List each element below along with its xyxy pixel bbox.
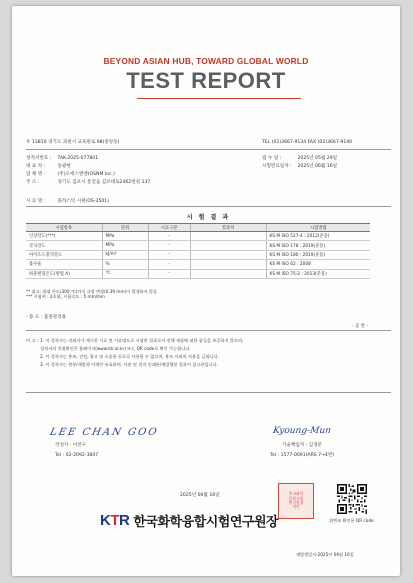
writer-name: 작성자 : 이찬구 xyxy=(55,443,87,448)
approver-tel: Tel : 1577-0091(ARS 7→4번) xyxy=(270,453,335,458)
remark-item: 1. 이 성적서는 의뢰자가 제시한 시료 및 시료명으로 시험한 결과로서 전체 제품에 대한 품질을 보증하지 않으며, xyxy=(40,338,244,343)
divider xyxy=(26,392,391,393)
test-method: KS M ISO 62 : 2008 xyxy=(266,260,370,269)
qr-label: 위변조 확인용 QR code xyxy=(329,518,374,523)
column-header: 단위 xyxy=(102,224,148,232)
divider xyxy=(26,330,391,331)
test-item: 흡수율 xyxy=(26,260,102,269)
note-line: ** 참고: 최대 온도(300 ℃)까지 규정 변형(0.39 mm)이 발생하지 않음 xyxy=(26,289,158,294)
company-address-label: 주 소 : xyxy=(26,180,40,185)
representative-row xyxy=(26,163,71,169)
seal-text: 직인 xyxy=(292,504,300,510)
result-value xyxy=(190,260,266,269)
unit: MPa xyxy=(102,232,148,241)
official-seal xyxy=(278,483,314,519)
remarks-list xyxy=(40,337,243,369)
remark-item: 2. 이 성적서는 홍보, 선전, 광고 및 소송용 등으로 사용될 수 없으며, 용도 이외의 사용을 금합니다. xyxy=(40,354,219,359)
report-title: TEST REPORT xyxy=(126,68,286,93)
note-line: *** 시험편 : 2호형, 시험속도 : 5 mm/min xyxy=(26,294,105,300)
company-label: 업 체 명 : xyxy=(26,172,46,177)
results-table xyxy=(26,223,370,279)
writer-signature: LEE CHAN GOO xyxy=(48,427,160,438)
received-label: 접 수 일 : xyxy=(262,156,282,161)
tagline: BEYOND ASIAN HUB, TOWARD GLOBAL WORLD xyxy=(103,56,309,66)
completed-row xyxy=(262,163,337,169)
qr-code-icon[interactable] xyxy=(337,484,367,514)
result-value xyxy=(190,250,266,259)
report-number-label: 성적서번호 : xyxy=(26,156,52,161)
approver-signature: Kyoung-Mun xyxy=(272,426,332,436)
column-header: 시험방법 xyxy=(266,224,370,232)
table-row xyxy=(26,260,370,269)
column-header: 시료구분 xyxy=(148,224,190,232)
test-item: 아이조드충격강도 xyxy=(26,250,102,259)
test-item: 하중변형온도(방법 A) xyxy=(26,269,102,278)
company-row xyxy=(26,171,115,177)
remark-item: 3. 이 성적서는 원본/재발행 이력만 유효하며, 사본 및 전자 인쇄본/재발행본 결과서 참고용입니다. xyxy=(40,362,218,367)
results-heading: 시 험 결 과 xyxy=(186,214,231,221)
sample-class: - xyxy=(148,260,190,269)
divider xyxy=(26,206,391,207)
test-method: KS M ISO 178 : 2019(준용) xyxy=(266,241,370,250)
ktr-logo xyxy=(100,512,278,528)
reissue-date: 재발행일자:2025년 06월 16일 xyxy=(296,552,354,557)
table-row xyxy=(26,241,370,250)
completed-label: 시험완료일자 : xyxy=(262,164,292,169)
usage-line: - 용 도 : 품질관리용 xyxy=(26,315,67,320)
ktr-logo-mark: KTR xyxy=(100,511,130,529)
representative: 송광현 xyxy=(57,164,71,169)
seal-text: 연구원장 xyxy=(288,500,304,505)
table-header-row xyxy=(26,224,370,232)
blank-mark: - 공 란 - xyxy=(352,324,368,329)
table-row xyxy=(26,250,370,259)
result-value xyxy=(190,232,266,241)
remarks-label: 비 고 : xyxy=(26,338,39,343)
column-header: 시험항목 xyxy=(26,224,102,232)
column-header: 결과치 xyxy=(190,224,266,232)
representative-label: 대 표 자 : xyxy=(26,164,46,169)
report-number: TAK-2025-077801 xyxy=(57,156,99,161)
writer-tel: Tel : 02-2092-3847 xyxy=(55,453,99,458)
result-value xyxy=(190,269,266,278)
institute-address: 우 13810 경기도 과천시 교육원로 98(중앙동) xyxy=(26,140,120,145)
completed-date: 2025년 06월 16일 xyxy=(297,164,338,169)
test-method: KS M ISO 75-2 : 2013(준용) xyxy=(266,269,370,278)
sample-class: - xyxy=(148,250,190,259)
sample-class: - xyxy=(148,241,190,250)
title-underline xyxy=(137,98,301,99)
remark-item: 성적서의 진위확인은 홈페이지(www.ktr.or.kr) 또는 QR code로 확인 가능합니다. xyxy=(40,346,191,351)
test-method: KS M ISO 527-4 : 2012(준용) xyxy=(266,232,370,241)
sample-name: 플라스틱 시편(OS-2501) xyxy=(57,199,110,204)
received-row xyxy=(262,155,337,161)
issue-date: 2025년 06월 16일 xyxy=(180,493,220,498)
table-row xyxy=(26,269,370,278)
test-item: 굴곡강도 xyxy=(26,241,102,250)
seal-text: 융합시험 xyxy=(288,495,304,501)
received-date: 2025년 05월 29일 xyxy=(297,156,338,161)
test-item: 인장강도(***) xyxy=(26,232,102,241)
company-name: (주)오에스엔엔(OSNM Inc.) xyxy=(57,172,115,177)
unit: kJ/m² xyxy=(102,250,148,259)
unit: MPa xyxy=(102,241,148,250)
sample-label: 시 료 명 : xyxy=(26,199,46,204)
unit: % xyxy=(102,260,148,269)
table-row xyxy=(26,232,370,241)
approver-name: 기술책임자 : 김경문 xyxy=(282,443,322,448)
report-number-row xyxy=(26,155,98,161)
divider xyxy=(26,149,391,150)
test-method: KS M ISO 180 : 2019(준용) xyxy=(266,250,370,259)
sample-class: - xyxy=(148,269,190,278)
unit: ℃ xyxy=(102,269,148,278)
company-address-row xyxy=(26,179,150,185)
institute-tel-fax: TEL (02)3667-9134 FAX (02)3667-9140 xyxy=(262,140,353,145)
seal-text: 한국화학 xyxy=(288,491,304,497)
sample-class: - xyxy=(148,232,190,241)
result-value xyxy=(190,241,266,250)
company-address: 경기도 김포시 통진읍 김포대로2462번길 137 xyxy=(57,180,151,185)
table-notes xyxy=(26,289,157,300)
organization-name: 한국화학융합시험연구원장 xyxy=(133,514,279,530)
sample-row xyxy=(26,198,109,204)
